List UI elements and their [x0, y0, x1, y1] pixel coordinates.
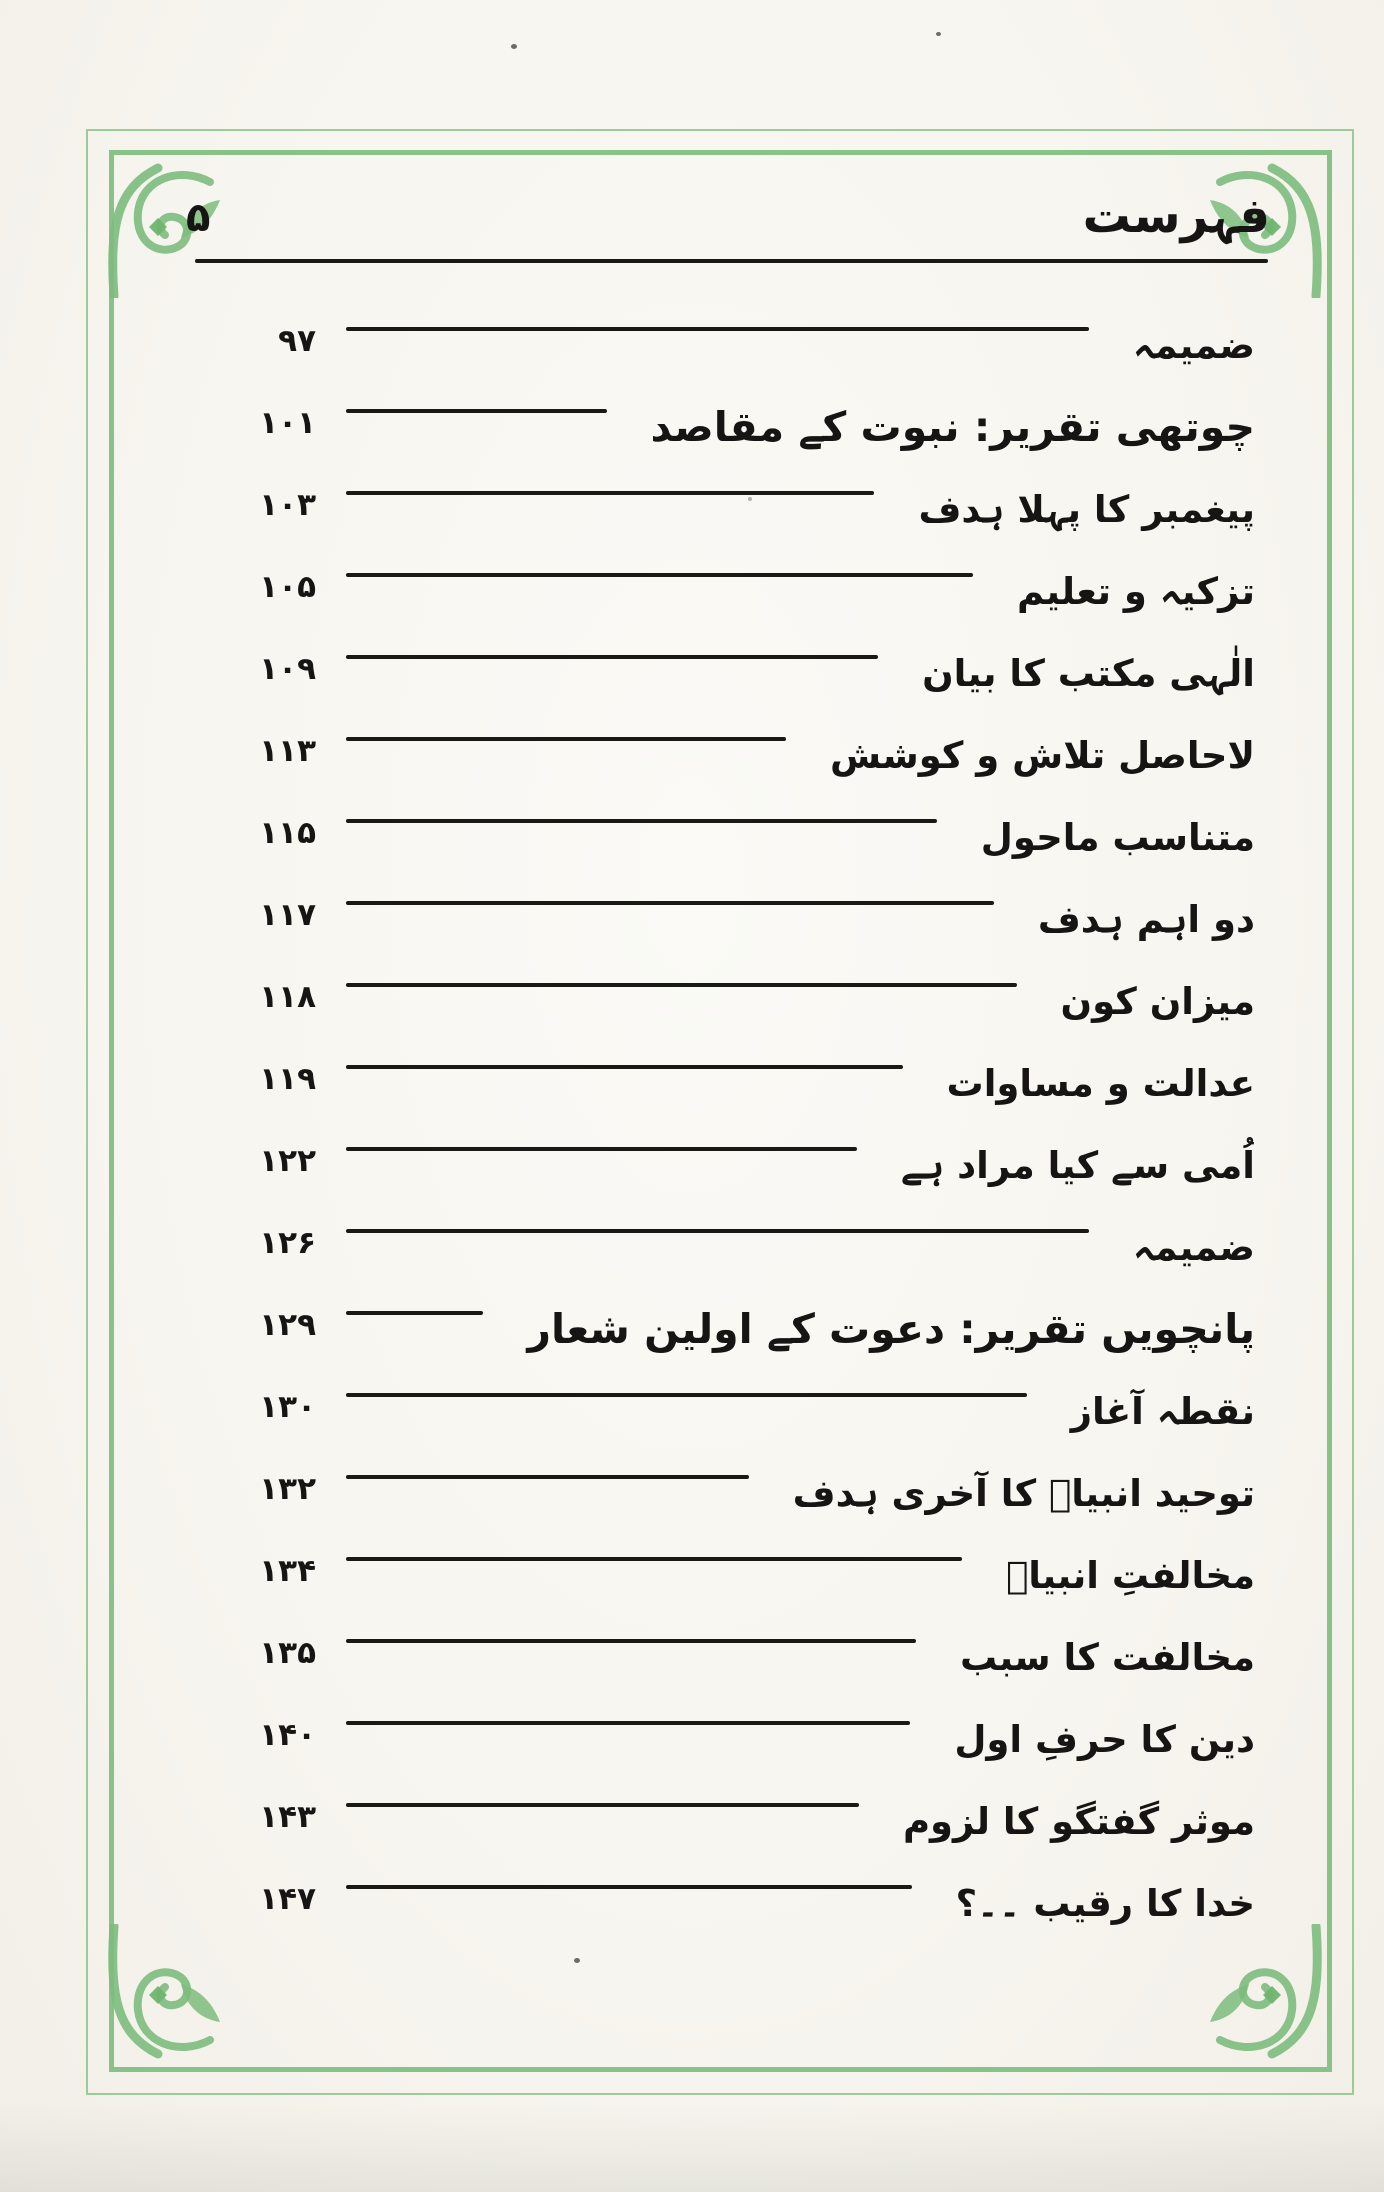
toc-entry-title: مخالفتِ انبیاؑ [1006, 1553, 1255, 1597]
toc-row [250, 1116, 1255, 1198]
toc-leader-line [346, 409, 607, 413]
toc-leader-line [346, 491, 874, 495]
toc-row [250, 870, 1255, 952]
toc-page-number: ۱۳۲ [259, 1471, 316, 1507]
corner-ornament-icon [96, 1924, 236, 2074]
toc-leader-line [346, 737, 786, 741]
toc-row [250, 542, 1255, 624]
toc-entry-title: دین کا حرفِ اول [954, 1717, 1255, 1761]
toc-leader-line [346, 1557, 962, 1561]
toc-entry-title: پانچویں تقریر: دعوت کے اولین شعار [527, 1305, 1255, 1354]
scan-speck [748, 497, 752, 501]
toc-page-number: ۱۴۳ [259, 1799, 316, 1835]
toc-entry-title: تزکیہ و تعلیم [1017, 569, 1255, 613]
toc-page-number: ۱۳۴ [259, 1553, 316, 1589]
toc-row [250, 624, 1255, 706]
toc-row [250, 460, 1255, 542]
scan-speck [574, 1958, 580, 1963]
toc-entry-title: پیغمبر کا پہلا ہدف [918, 487, 1255, 531]
toc-row [250, 1772, 1255, 1854]
toc-leader-line [346, 819, 937, 823]
toc-entry-title: چوتھی تقریر: نبوت کے مقاصد [650, 403, 1255, 452]
toc-page-number: ۱۰۱ [259, 405, 316, 441]
toc-page-number: ۱۱۵ [259, 815, 316, 851]
page-number: ۵ [186, 195, 211, 241]
toc-leader-line [346, 1147, 857, 1151]
toc-leader-line [346, 655, 878, 659]
toc-row [250, 952, 1255, 1034]
corner-ornament-icon [1194, 1924, 1334, 2074]
corner-ornament-icon [96, 148, 236, 298]
scan-speck [936, 32, 941, 36]
toc-page-number: ۱۲۲ [259, 1143, 316, 1179]
toc-row [250, 296, 1255, 378]
toc-entry-title: متناسب ماحول [980, 815, 1255, 859]
toc-page-number: ۹۷ [278, 323, 316, 359]
toc-row [250, 1690, 1255, 1772]
toc-entry-title: لاحاصل تلاش و کوشش [830, 733, 1255, 777]
toc-page-number: ۱۲۶ [259, 1225, 316, 1261]
toc-entry-title: اُمی سے کیا مراد ہے [900, 1143, 1255, 1187]
toc-page-number: ۱۴۰ [259, 1717, 316, 1753]
page-title: فہرست [1082, 188, 1270, 244]
toc-entry-title: دو اہم ہدف [1037, 897, 1255, 941]
toc-page-number: ۱۱۸ [259, 979, 316, 1015]
toc-page-number: ۱۱۷ [259, 897, 316, 933]
toc-page-number: ۱۱۳ [259, 733, 316, 769]
toc-row [250, 1280, 1255, 1362]
toc-page-number: ۱۱۹ [259, 1061, 316, 1097]
toc-leader-line [346, 573, 973, 577]
toc-entry-title: الٰہی مکتب کا بیان [922, 651, 1255, 695]
toc-page-number: ۱۲۹ [259, 1307, 316, 1343]
toc-leader-line [346, 1885, 912, 1889]
toc-leader-line [346, 983, 1017, 987]
toc-row [250, 788, 1255, 870]
toc-entry-title: توحید انبیاؑ کا آخری ہدف [792, 1471, 1255, 1515]
toc-row [250, 1034, 1255, 1116]
scan-edge-shadow [0, 2102, 1384, 2192]
toc-leader-line [346, 1803, 859, 1807]
toc-entry-title: مخالفت کا سبب [960, 1635, 1255, 1679]
toc-row [250, 1444, 1255, 1526]
scan-speck [511, 44, 517, 49]
toc-row [250, 1608, 1255, 1690]
toc-row [250, 1526, 1255, 1608]
toc-leader-line [346, 1311, 483, 1315]
toc-leader-line [346, 1229, 1089, 1233]
toc-leader-line [346, 1393, 1027, 1397]
toc-entry-title: خدا کا رقیب ۔۔؟ [955, 1881, 1255, 1925]
toc-row [250, 1362, 1255, 1444]
toc-row [250, 1854, 1255, 1936]
toc-leader-line [346, 901, 994, 905]
toc-page-number: ۱۳۵ [259, 1635, 316, 1671]
toc-page-number: ۱۰۹ [259, 651, 316, 687]
header-rule [195, 259, 1268, 263]
toc-row [250, 378, 1255, 460]
toc-page-number: ۱۰۵ [259, 569, 316, 605]
toc-row [250, 1198, 1255, 1280]
toc-leader-line [346, 1721, 910, 1725]
toc-page-number: ۱۳۰ [259, 1389, 316, 1425]
toc-page-number: ۱۰۳ [259, 487, 316, 523]
toc-leader-line [346, 1065, 903, 1069]
toc-leader-line [346, 327, 1089, 331]
toc-entry-title: عدالت و مساوات [946, 1061, 1255, 1105]
toc-entry-title: نقطہ آغاز [1070, 1389, 1255, 1433]
toc-row [250, 706, 1255, 788]
toc-entry-title: ضمیمہ [1132, 323, 1255, 367]
toc-entry-title: موثر گفتگو کا لزوم [902, 1799, 1255, 1843]
toc-list [250, 296, 1255, 1936]
toc-entry-title: ضمیمہ [1132, 1225, 1255, 1269]
toc-leader-line [346, 1639, 916, 1643]
toc-page-number: ۱۴۷ [259, 1881, 316, 1917]
toc-entry-title: میزان کون [1060, 979, 1255, 1023]
toc-leader-line [346, 1475, 749, 1479]
